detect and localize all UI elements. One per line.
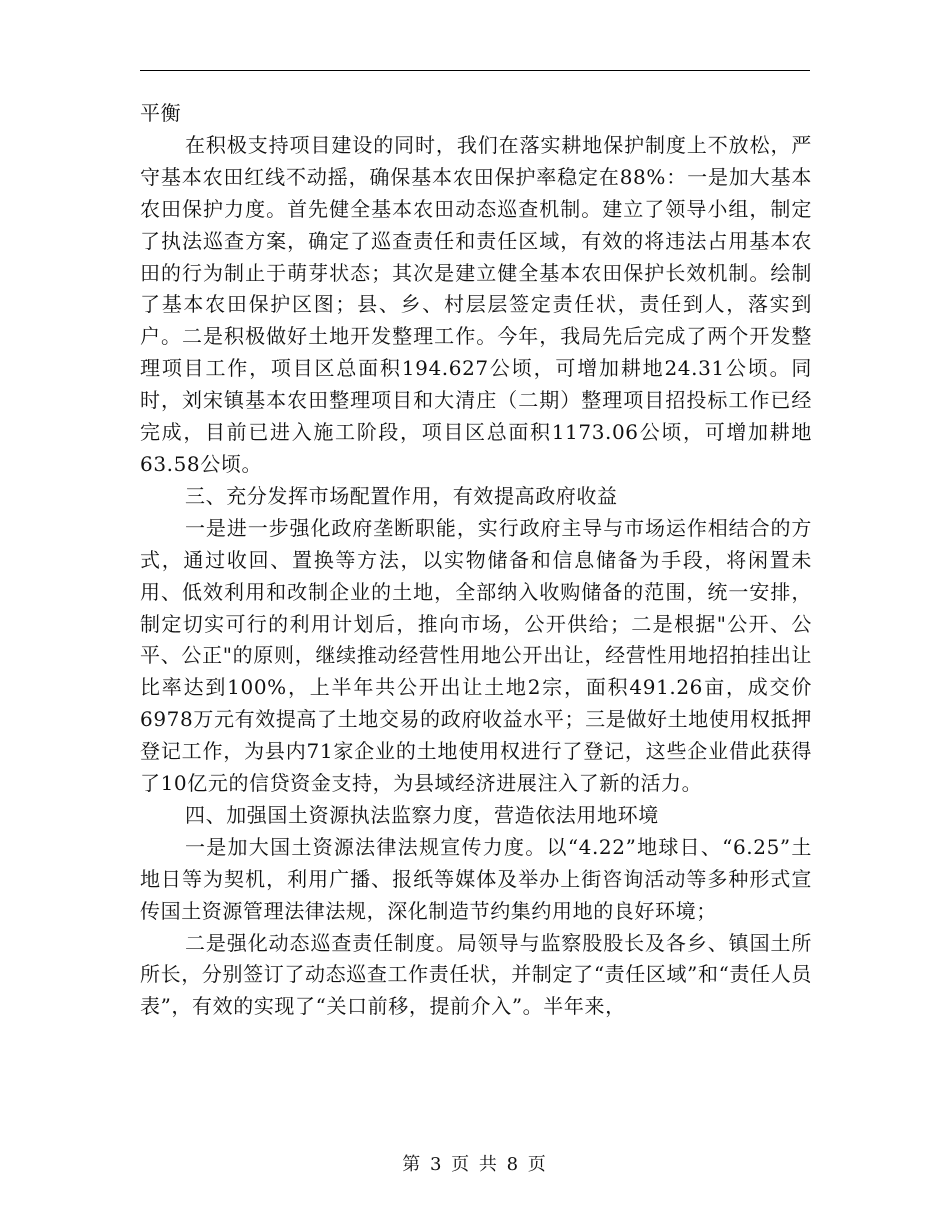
section-heading: 四、加强国土资源执法监察力度，营造依法用地环境 (185, 802, 659, 827)
document-body (140, 98, 812, 1023)
paragraph: 平衡 (140, 101, 182, 125)
paragraph: 一是加大国土资源法律法规宣传力度。以“4.22”地球日、“6.25”土地日等为契机，利用广播、报纸等媒体及举办上街咨询活动等多种形式宣传国土资源管理法律法规，深化制造节约集约用地的良好环境； (140, 834, 812, 923)
paragraph: 二是强化动态巡查责任制度。局领导与监察股股长及各乡、镇国土所所长，分别签订了动态巡查工作责任状，并制定了“责任区域”和“责任人员表”，有效的实现了“关口前移，提前介入”。半年来， (140, 930, 812, 1019)
paragraph: 在积极支持项目建设的同时，我们在落实耕地保护制度上不放松，严守基本农田红线不动摇，确保基本农田保护率稳定在88%：一是加大基本农田保护力度。首先健全基本农田动态巡查机制。建立了领导小组，制定了执法巡查方案，确定了巡查责任和责任区域，有效的将违法占用基本农田的行为制止于萌芽状态；其次是建立健全基本农田保护长效机制。绘制了基本农田保护区图；县、乡、村层层签定责任状，责任到人，落实到户。二是积极做好土地开发整理工作。今年，我局先后完成了两个开发整理项目工作，项目区总面积194.627公顷，可增加耕地24.31公顷。同时，刘宋镇基本农田整理项目和大清庄（二期）整理项目招投标工作已经完成，目前已进入施工阶段，项目区总面积1173.06公顷，可增加耕地63.58公顷。 (140, 132, 812, 476)
section-heading: 三、充分发挥市场配置作用，有效提高政府收益 (185, 483, 618, 508)
header-rule (140, 70, 810, 71)
page-number-footer: 第 3 页 共 8 页 (402, 1154, 548, 1175)
paragraph: 一是进一步强化政府垄断职能，实行政府主导与市场运作相结合的方式，通过收回、置换等方法，以实物储备和信息储备为手段，将闲置未用、低效利用和改制企业的土地，全部纳入收购储备的范围，统一安排，制定切实可行的利用计划后，推向市场，公开供给；二是根据"公开、公平、公正"的原则，继续推动经营性用地公开出让，经营性用地招拍挂出让比率达到100%，上半年共公开出让土地2宗，面积491.26亩，成交价6978万元有效提高了土地交易的政府收益水平；三是做好土地使用权抵押登记工作，为县内71家企业的土地使用权进行了登记，这些企业借此获得了10亿元的信贷资金支持，为县域经济进展注入了新的活力。 (140, 515, 812, 796)
